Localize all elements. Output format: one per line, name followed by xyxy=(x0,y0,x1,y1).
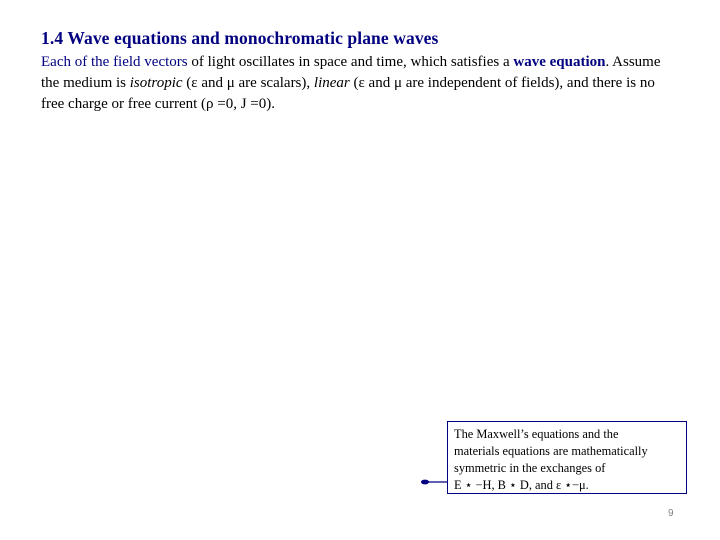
page-number: 9 xyxy=(668,508,674,519)
note-line-2: materials equations are mathematically xyxy=(454,444,648,458)
body-text-field-vectors: field vectors xyxy=(113,54,188,70)
note-line-4: E ⋆ −H, B ⋆ D, and ε ⋆−μ. xyxy=(454,478,589,492)
callout-arrow-icon xyxy=(420,476,448,488)
body-text-4: (ε and μ are scalars), xyxy=(182,75,314,91)
body-text-1: Each of the xyxy=(41,54,114,70)
body-paragraph xyxy=(41,52,681,115)
isotropic-term: isotropic xyxy=(129,75,183,91)
wave-equation-highlight: wave equation xyxy=(513,54,606,70)
slide-title: 1.4 Wave equations and monochromatic plane waves xyxy=(41,28,439,48)
body-text-3: . Assume the medium is xyxy=(41,54,661,91)
note-line-1: The Maxwell’s equations and the xyxy=(454,427,619,441)
body-text-5: (ε and μ are independent of fields), and there is no free charge or free current (ρ =0, J =0). xyxy=(41,75,655,112)
linear-term: linear xyxy=(313,75,350,91)
note-line-3: symmetric in the exchanges of xyxy=(454,461,606,475)
callout-note-box xyxy=(447,421,687,494)
body-text-2: of light oscillates in space and time, which satisfies a xyxy=(187,54,514,70)
